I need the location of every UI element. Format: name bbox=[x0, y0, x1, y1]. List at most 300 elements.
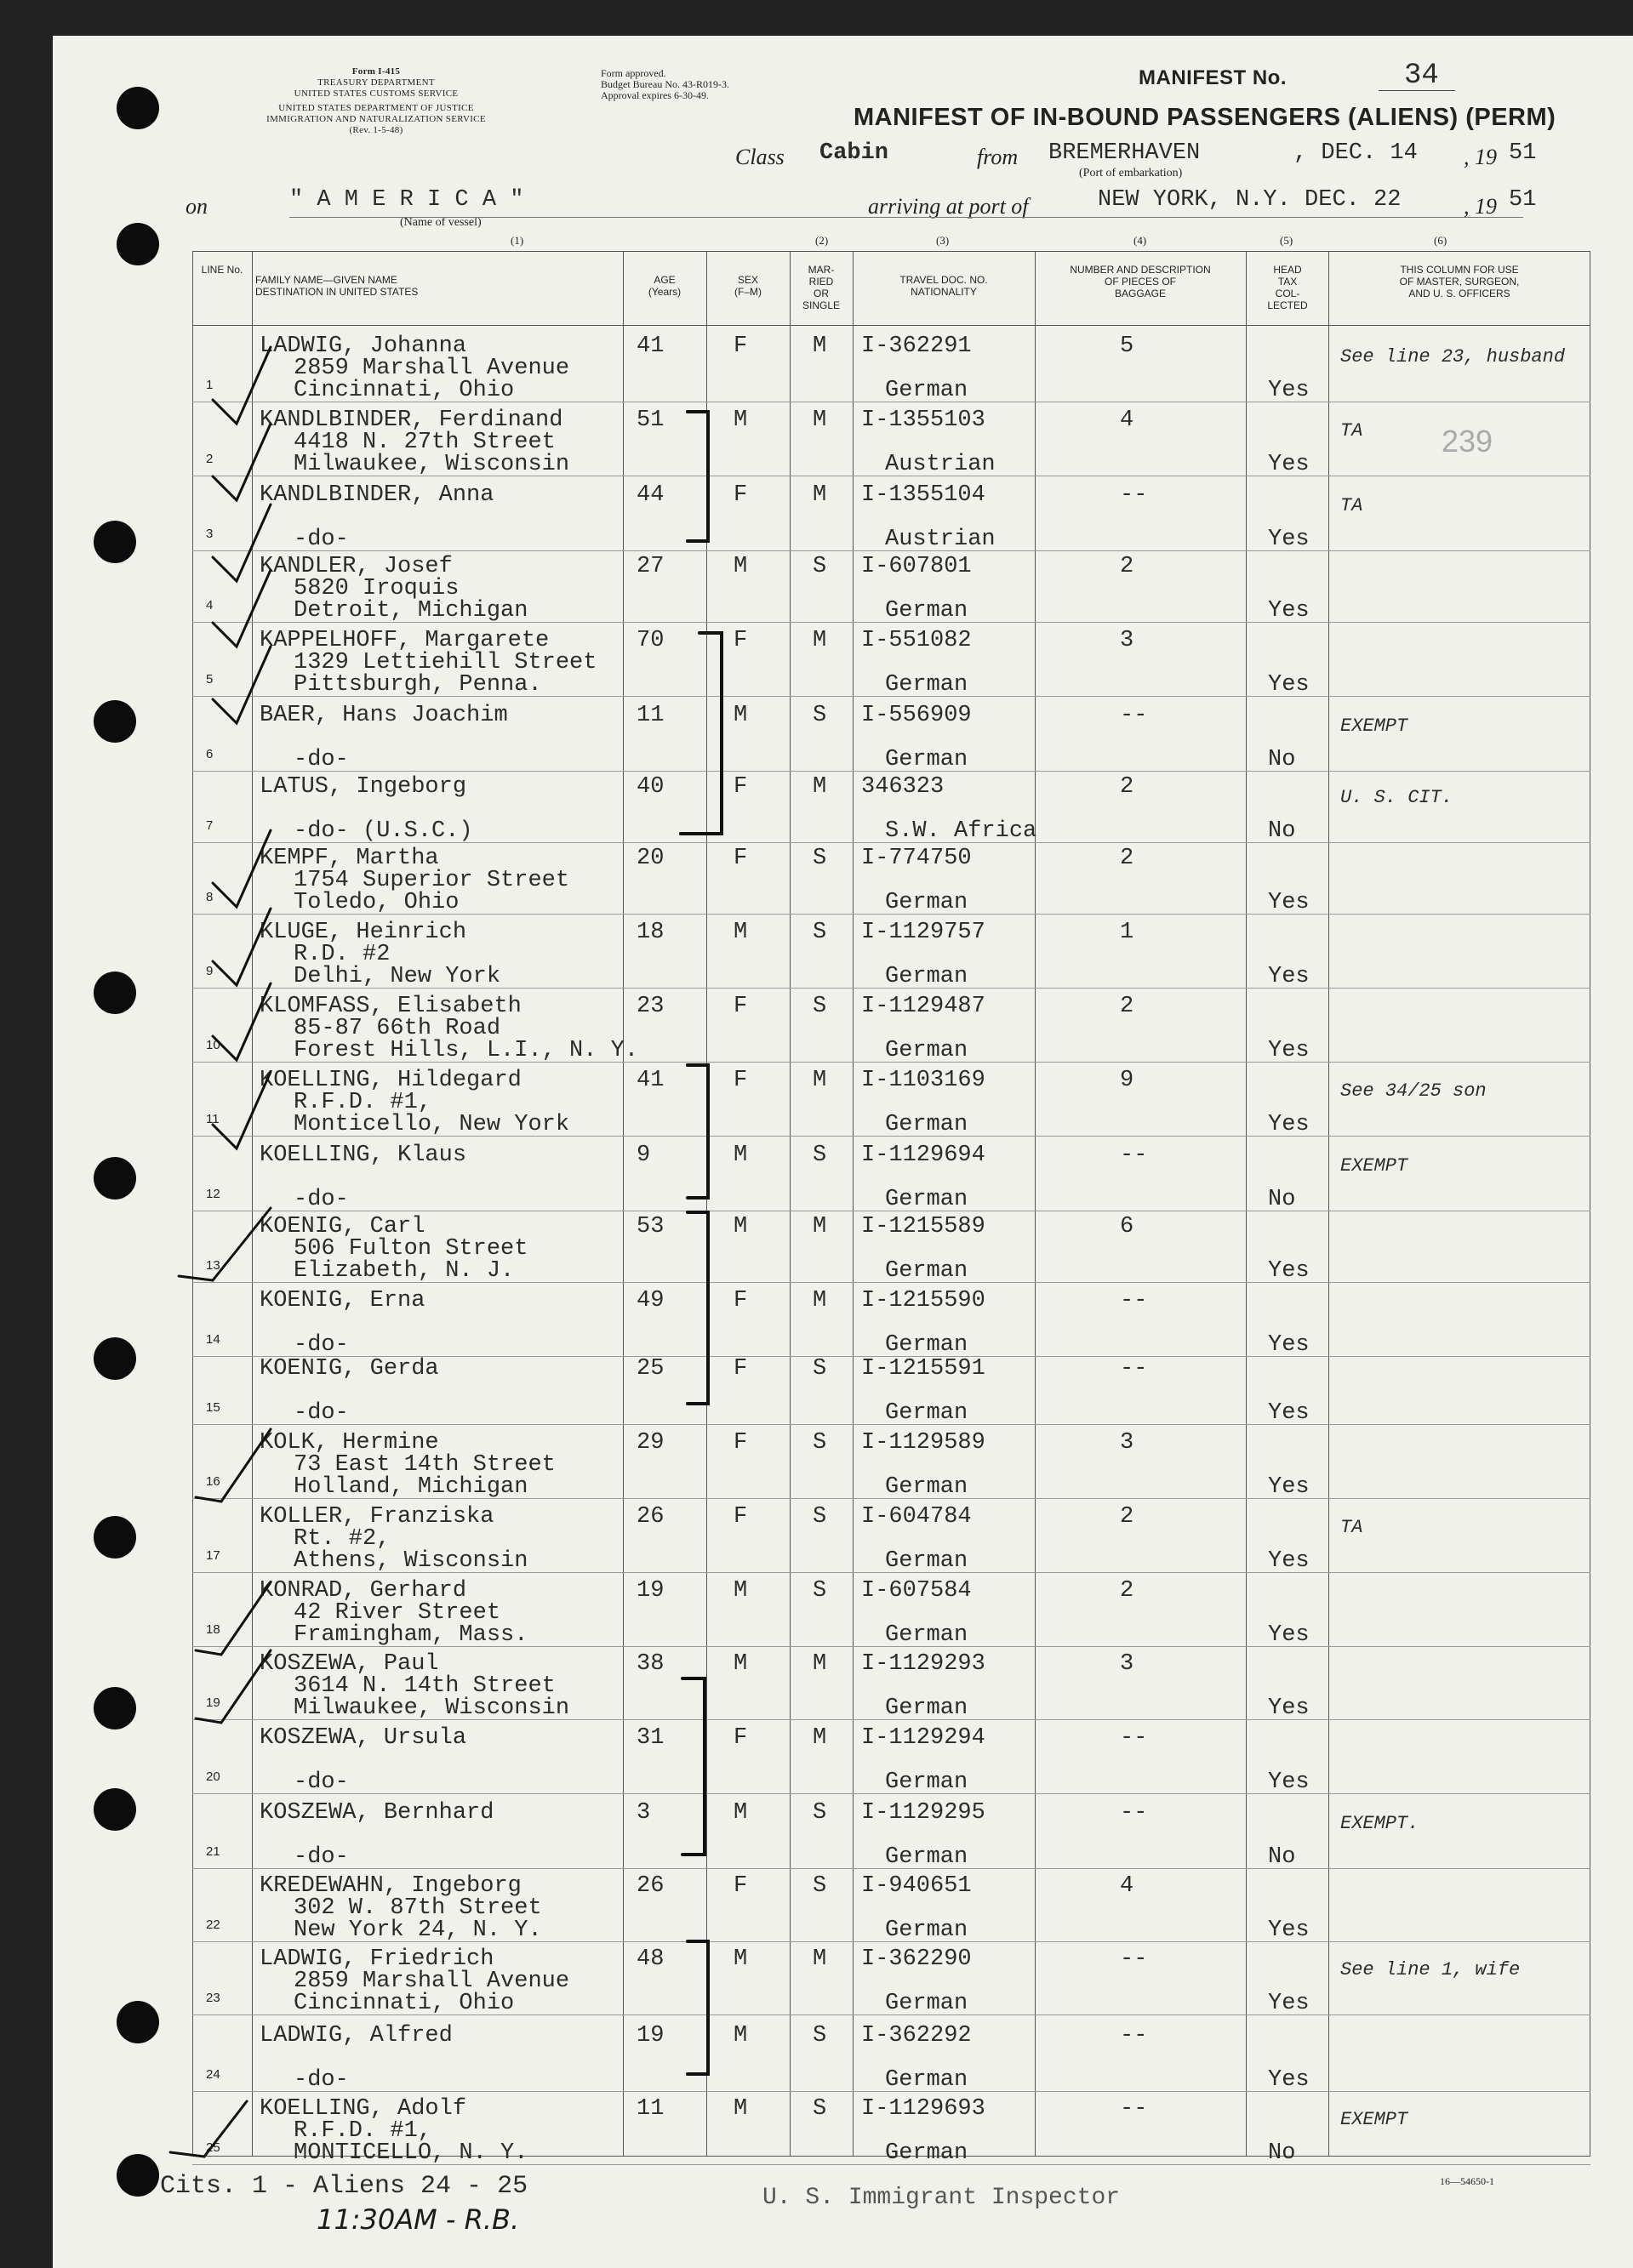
baggage-cell: 2 bbox=[1120, 1578, 1134, 1604]
approval-line: Form approved. bbox=[601, 67, 666, 79]
age-cell: 11 bbox=[637, 2096, 665, 2122]
col-age-header: AGE (Years) bbox=[648, 274, 682, 298]
agency-block bbox=[189, 66, 563, 136]
baggage-cell: -- bbox=[1120, 1356, 1148, 1382]
travel-doc-cell: I-362290 bbox=[861, 1946, 972, 1972]
travel-doc-cell: I-940651 bbox=[861, 1873, 972, 1899]
marital-status-cell: M bbox=[813, 1651, 827, 1677]
col-tax-header: HEAD TAX COL- LECTED bbox=[1267, 264, 1308, 311]
nationality-cell: German bbox=[885, 1187, 968, 1212]
col-travel-header: TRAVEL DOC. NO. NATIONALITY bbox=[899, 274, 988, 298]
marital-status-cell: M bbox=[813, 482, 827, 508]
nationality-cell: German bbox=[885, 1112, 968, 1137]
nationality-cell: German bbox=[885, 1400, 968, 1426]
officer-note: EXEMPT. bbox=[1340, 1813, 1419, 1834]
form-number: Form I-415 bbox=[351, 66, 401, 77]
marital-status-cell: M bbox=[813, 1725, 827, 1751]
head-tax-cell: Yes bbox=[1268, 452, 1310, 477]
marital-status-cell: S bbox=[813, 1143, 827, 1168]
col-sex-header: SEX (F–M) bbox=[734, 274, 762, 298]
destination-street: 4418 N. 27th Street bbox=[294, 430, 556, 455]
baggage-cell: 6 bbox=[1120, 1214, 1134, 1239]
head-tax-cell: Yes bbox=[1268, 1769, 1310, 1795]
marital-status-cell: M bbox=[813, 1214, 827, 1239]
marital-status-cell: M bbox=[813, 774, 827, 800]
destination-city: New York 24, N. Y. bbox=[294, 1918, 542, 1943]
travel-doc-cell: I-1215591 bbox=[861, 1356, 985, 1382]
head-tax-cell: Yes bbox=[1268, 1548, 1310, 1574]
nationality-cell: German bbox=[885, 598, 968, 624]
table-row bbox=[0, 477, 1633, 551]
travel-doc-cell: I-362291 bbox=[861, 333, 972, 359]
vessel-note: (Name of vessel) bbox=[400, 216, 482, 229]
marital-status-cell: S bbox=[813, 994, 827, 1019]
officer-note: TA bbox=[1340, 1517, 1363, 1538]
form-revision: (Rev. 1-5-48) bbox=[349, 125, 403, 135]
travel-doc-cell: 346323 bbox=[861, 774, 945, 800]
destination-street: 2859 Marshall Avenue bbox=[294, 356, 570, 381]
table-row bbox=[0, 2018, 1633, 2092]
passenger-name: KAPPELHOFF, Margarete bbox=[260, 628, 550, 653]
line-number: 13 bbox=[206, 1258, 220, 1273]
line-number: 22 bbox=[206, 1918, 220, 1932]
destination-city: -do- bbox=[294, 747, 349, 772]
line-number: 24 bbox=[206, 2067, 220, 2082]
sex-cell: F bbox=[734, 846, 748, 871]
line-number: 20 bbox=[206, 1769, 220, 1784]
passenger-name: KOENIG, Erna bbox=[260, 1288, 425, 1314]
marital-status-cell: S bbox=[813, 703, 827, 728]
line-number: 2 bbox=[206, 452, 214, 466]
marital-status-cell: M bbox=[813, 407, 827, 433]
nationality-cell: German bbox=[885, 378, 968, 403]
table-row bbox=[0, 915, 1633, 989]
table-row bbox=[0, 1646, 1633, 1720]
table-row bbox=[0, 1795, 1633, 1869]
marital-status-cell: S bbox=[813, 1356, 827, 1382]
table-row bbox=[0, 623, 1633, 697]
baggage-cell: -- bbox=[1120, 1288, 1148, 1314]
travel-doc-cell: I-1129293 bbox=[861, 1651, 985, 1677]
line-number: 7 bbox=[206, 818, 214, 833]
manifest-title: MANIFEST OF IN-BOUND PASSENGERS (ALIENS) (PERM) bbox=[854, 104, 1556, 131]
nationality-cell: German bbox=[885, 672, 968, 698]
row-rule bbox=[192, 2014, 1590, 2015]
manifest-number: 34 bbox=[1404, 60, 1439, 92]
nationality-cell: German bbox=[885, 1695, 968, 1721]
sex-cell: F bbox=[734, 1356, 748, 1382]
officer-note: EXEMPT bbox=[1340, 1155, 1408, 1177]
year-prefix: , 19 bbox=[1464, 194, 1497, 219]
destination-street: Rt. #2, bbox=[294, 1526, 391, 1552]
sex-cell: M bbox=[734, 1578, 748, 1604]
sex-cell: M bbox=[734, 1143, 748, 1168]
arrival-year: 51 bbox=[1509, 187, 1537, 213]
sex-cell: F bbox=[734, 628, 748, 653]
baggage-cell: -- bbox=[1120, 1725, 1148, 1751]
approval-line: Approval expires 6-30-49. bbox=[601, 89, 709, 101]
marital-status-cell: S bbox=[813, 2096, 827, 2122]
age-cell: 19 bbox=[637, 2023, 665, 2049]
passenger-name: LATUS, Ingeborg bbox=[260, 774, 467, 800]
justice-dept: UNITED STATES DEPARTMENT OF JUSTICE bbox=[278, 103, 474, 113]
destination-city: Milwaukee, Wisconsin bbox=[294, 1695, 570, 1721]
baggage-cell: -- bbox=[1120, 1946, 1148, 1972]
marital-status-cell: S bbox=[813, 1430, 827, 1456]
line-number: 16 bbox=[206, 1474, 220, 1489]
line-number: 6 bbox=[206, 747, 214, 761]
officer-note: See line 1, wife bbox=[1340, 1959, 1521, 1980]
travel-doc-cell: I-1129294 bbox=[861, 1725, 985, 1751]
head-tax-cell: Yes bbox=[1268, 1332, 1310, 1358]
travel-doc-cell: I-1129295 bbox=[861, 1800, 985, 1826]
officer-note: See 34/25 son bbox=[1340, 1080, 1487, 1102]
baggage-cell: 1 bbox=[1120, 920, 1134, 945]
destination-city: Milwaukee, Wisconsin bbox=[294, 452, 570, 477]
marital-status-cell: S bbox=[813, 920, 827, 945]
baggage-cell: 3 bbox=[1120, 628, 1134, 653]
destination-city: Holland, Michigan bbox=[294, 1474, 528, 1500]
head-tax-cell: Yes bbox=[1268, 672, 1310, 698]
line-number: 15 bbox=[206, 1400, 220, 1415]
destination-city: Athens, Wisconsin bbox=[294, 1548, 528, 1574]
destination-street: 1754 Superior Street bbox=[294, 868, 570, 893]
destination-city: -do- bbox=[294, 1769, 349, 1795]
manifest-no-rule bbox=[1379, 90, 1455, 91]
age-cell: 53 bbox=[637, 1214, 665, 1239]
table-row bbox=[0, 769, 1633, 843]
header-rule bbox=[289, 217, 1523, 218]
col-line-header: LINE No. bbox=[201, 264, 243, 276]
passenger-name: KREDEWAHN, Ingeborg bbox=[260, 1873, 522, 1899]
nationality-cell: German bbox=[885, 1038, 968, 1063]
form-code: 16—54650-1 bbox=[1440, 2175, 1494, 2187]
sex-cell: M bbox=[734, 554, 748, 579]
travel-doc-cell: I-1103169 bbox=[861, 1068, 985, 1093]
line-number: 25 bbox=[206, 2140, 220, 2155]
age-cell: 18 bbox=[637, 920, 665, 945]
head-tax-cell: Yes bbox=[1268, 527, 1310, 552]
line-number: 18 bbox=[206, 1622, 220, 1637]
passenger-name: KANDLBINDER, Ferdinand bbox=[260, 407, 563, 433]
head-tax-cell: No bbox=[1268, 1187, 1296, 1212]
line-number: 10 bbox=[206, 1038, 220, 1052]
baggage-cell: 2 bbox=[1120, 554, 1134, 579]
marital-status-cell: M bbox=[813, 628, 827, 653]
nationality-cell: German bbox=[885, 2067, 968, 2093]
head-tax-cell: Yes bbox=[1268, 1112, 1310, 1137]
line-number: 11 bbox=[206, 1112, 220, 1126]
table-row bbox=[0, 698, 1633, 772]
destination-city: -do- bbox=[294, 1187, 349, 1212]
column-number: (2) bbox=[815, 234, 829, 247]
travel-doc-cell: I-1129694 bbox=[861, 1143, 985, 1168]
age-cell: 19 bbox=[637, 1578, 665, 1604]
destination-city: Delhi, New York bbox=[294, 964, 501, 989]
nationality-cell: German bbox=[885, 747, 968, 772]
head-tax-cell: Yes bbox=[1268, 1991, 1310, 2016]
head-tax-cell: Yes bbox=[1268, 598, 1310, 624]
travel-doc-cell: I-607584 bbox=[861, 1578, 972, 1604]
passenger-name: LADWIG, Alfred bbox=[260, 2023, 453, 2049]
col-married-header: MAR- RIED OR SINGLE bbox=[802, 264, 840, 311]
table-row bbox=[0, 1941, 1633, 2015]
table-row bbox=[0, 1868, 1633, 1942]
treasury-dept: TREASURY DEPARTMENT bbox=[317, 77, 435, 88]
col-name-header: FAMILY NAME—GIVEN NAME DESTINATION IN UNITED STATES bbox=[255, 274, 419, 298]
destination-street: 302 W. 87th Street bbox=[294, 1895, 542, 1921]
sex-cell: F bbox=[734, 1068, 748, 1093]
table-row bbox=[0, 1499, 1633, 1573]
baggage-cell: 2 bbox=[1120, 846, 1134, 871]
age-cell: 44 bbox=[637, 482, 665, 508]
col-officers-header: THIS COLUMN FOR USE OF MASTER, SURGEON, AND U. S. OFFICERS bbox=[1399, 264, 1520, 299]
baggage-cell: -- bbox=[1120, 1143, 1148, 1168]
age-cell: 27 bbox=[637, 554, 665, 579]
head-tax-cell: Yes bbox=[1268, 378, 1310, 403]
travel-doc-cell: I-551082 bbox=[861, 628, 972, 653]
nationality-cell: German bbox=[885, 1548, 968, 1574]
table-row bbox=[0, 1137, 1633, 1211]
passenger-name: LADWIG, Johanna bbox=[260, 333, 467, 359]
baggage-cell: -- bbox=[1120, 703, 1148, 728]
passenger-name: KOENIG, Carl bbox=[260, 1214, 425, 1239]
table-row bbox=[0, 1209, 1633, 1283]
table-row bbox=[0, 989, 1633, 1063]
officer-note: EXEMPT bbox=[1340, 715, 1408, 737]
nationality-cell: Austrian bbox=[885, 452, 996, 477]
line-number: 5 bbox=[206, 672, 214, 687]
travel-doc-cell: I-774750 bbox=[861, 846, 972, 871]
destination-city: Cincinnati, Ohio bbox=[294, 1991, 515, 2016]
age-cell: 25 bbox=[637, 1356, 665, 1382]
marital-status-cell: S bbox=[813, 1873, 827, 1899]
table-row bbox=[0, 1720, 1633, 1794]
marital-status-cell: M bbox=[813, 1068, 827, 1093]
embarkation-note: (Port of embarkation) bbox=[1079, 167, 1183, 180]
baggage-cell: 4 bbox=[1120, 1873, 1134, 1899]
baggage-cell: 3 bbox=[1120, 1651, 1134, 1677]
line-number: 19 bbox=[206, 1695, 220, 1710]
destination-city: Detroit, Michigan bbox=[294, 598, 528, 624]
table-row bbox=[0, 2091, 1633, 2165]
line-number: 8 bbox=[206, 890, 214, 904]
column-number: (4) bbox=[1133, 234, 1147, 247]
nationality-cell: German bbox=[885, 1332, 968, 1358]
destination-street: 5820 Iroquis bbox=[294, 576, 460, 601]
sex-cell: M bbox=[734, 1214, 748, 1239]
sex-cell: M bbox=[734, 2096, 748, 2122]
passenger-name: KOSZEWA, Ursula bbox=[260, 1725, 467, 1751]
age-cell: 26 bbox=[637, 1504, 665, 1530]
head-tax-cell: Yes bbox=[1268, 890, 1310, 915]
column-number: (3) bbox=[936, 234, 950, 247]
table-row bbox=[0, 1063, 1633, 1137]
baggage-cell: -- bbox=[1120, 482, 1148, 508]
travel-doc-cell: I-604784 bbox=[861, 1504, 972, 1530]
age-cell: 20 bbox=[637, 846, 665, 871]
port-of-embarkation: BREMERHAVEN bbox=[1048, 140, 1201, 166]
manifest-no-label: MANIFEST No. bbox=[1139, 66, 1287, 89]
age-cell: 48 bbox=[637, 1946, 665, 1972]
marital-status-cell: M bbox=[813, 1288, 827, 1314]
approval-line: Budget Bureau No. 43-R019-3. bbox=[601, 78, 729, 90]
column-number: (5) bbox=[1280, 234, 1293, 247]
officer-note: U. S. CIT. bbox=[1340, 787, 1453, 808]
passenger-name: KOSZEWA, Bernhard bbox=[260, 1800, 494, 1826]
head-tax-cell: No bbox=[1268, 1844, 1296, 1870]
age-cell: 26 bbox=[637, 1873, 665, 1899]
destination-street: 73 East 14th Street bbox=[294, 1452, 556, 1478]
vessel-name: " A M E R I C A " bbox=[289, 187, 524, 213]
travel-doc-cell: I-1215589 bbox=[861, 1214, 985, 1239]
nationality-cell: German bbox=[885, 1769, 968, 1795]
age-cell: 3 bbox=[637, 1800, 651, 1826]
sex-cell: M bbox=[734, 920, 748, 945]
sex-cell: M bbox=[734, 703, 748, 728]
travel-doc-cell: I-1355104 bbox=[861, 482, 985, 508]
port-of-arrival: NEW YORK, N.Y. DEC. 22 bbox=[1098, 187, 1402, 213]
sex-cell: F bbox=[734, 1725, 748, 1751]
nationality-cell: German bbox=[885, 1474, 968, 1500]
stamp-number: 239 bbox=[1442, 424, 1493, 459]
destination-city: MONTICELLO, N. Y. bbox=[294, 2140, 528, 2166]
baggage-cell: 9 bbox=[1120, 1068, 1134, 1093]
passenger-name: KANDLBINDER, Anna bbox=[260, 482, 494, 508]
baggage-cell: -- bbox=[1120, 2023, 1148, 2049]
baggage-cell: 3 bbox=[1120, 1430, 1134, 1456]
destination-city: -do- bbox=[294, 2067, 349, 2093]
table-row bbox=[0, 1351, 1633, 1425]
from-label: from bbox=[977, 145, 1019, 169]
destination-street: R.F.D. #1, bbox=[294, 2118, 432, 2144]
head-tax-cell: Yes bbox=[1268, 1918, 1310, 1943]
row-rule bbox=[192, 1793, 1590, 1794]
travel-doc-cell: I-556909 bbox=[861, 703, 972, 728]
sex-cell: F bbox=[734, 1430, 748, 1456]
travel-doc-cell: I-607801 bbox=[861, 554, 972, 579]
marital-status-cell: S bbox=[813, 2023, 827, 2049]
travel-doc-cell: I-362292 bbox=[861, 2023, 972, 2049]
sex-cell: F bbox=[734, 774, 748, 800]
marital-status-cell: M bbox=[813, 1946, 827, 1972]
nationality-cell: German bbox=[885, 2140, 968, 2166]
destination-city: Elizabeth, N. J. bbox=[294, 1258, 515, 1284]
age-cell: 9 bbox=[637, 1143, 651, 1168]
departure-date: , DEC. 14 bbox=[1293, 140, 1418, 166]
sex-cell: F bbox=[734, 994, 748, 1019]
line-number: 14 bbox=[206, 1332, 220, 1347]
nationality-cell: German bbox=[885, 890, 968, 915]
table-row bbox=[0, 841, 1633, 915]
sex-cell: F bbox=[734, 1873, 748, 1899]
destination-city: -do- bbox=[294, 527, 349, 552]
travel-doc-cell: I-1355103 bbox=[861, 407, 985, 433]
marital-status-cell: S bbox=[813, 1800, 827, 1826]
destination-city: Forest Hills, L.I., N. Y. bbox=[294, 1038, 639, 1063]
baggage-cell: -- bbox=[1120, 2096, 1148, 2122]
header-bottom-rule bbox=[192, 325, 1590, 326]
row-rule bbox=[192, 696, 1590, 697]
passenger-name: KOLLER, Franziska bbox=[260, 1504, 494, 1530]
column-number: (1) bbox=[511, 234, 524, 247]
age-cell: 70 bbox=[637, 628, 665, 653]
baggage-cell: 2 bbox=[1120, 774, 1134, 800]
head-tax-cell: Yes bbox=[1268, 1038, 1310, 1063]
marital-status-cell: S bbox=[813, 1504, 827, 1530]
destination-street: 42 River Street bbox=[294, 1600, 501, 1626]
baggage-cell: 2 bbox=[1120, 1504, 1134, 1530]
head-tax-cell: Yes bbox=[1268, 964, 1310, 989]
destination-city: Monticello, New York bbox=[294, 1112, 570, 1137]
age-cell: 11 bbox=[637, 703, 665, 728]
class-value: Cabin bbox=[819, 140, 889, 166]
row-rule bbox=[192, 1136, 1590, 1137]
line-number: 12 bbox=[206, 1187, 220, 1201]
nationality-cell: German bbox=[885, 964, 968, 989]
destination-street: 3614 N. 14th Street bbox=[294, 1673, 556, 1699]
passenger-name: KOELLING, Adolf bbox=[260, 2096, 467, 2122]
passenger-name: BAER, Hans Joachim bbox=[260, 703, 508, 728]
head-tax-cell: Yes bbox=[1268, 1474, 1310, 1500]
destination-city: -do- bbox=[294, 1332, 349, 1358]
col-baggage-header: NUMBER AND DESCRIPTION OF PIECES OF BAGGAGE bbox=[1070, 264, 1211, 299]
binder-hole bbox=[117, 87, 159, 129]
binder-hole bbox=[117, 223, 159, 265]
marital-status-cell: M bbox=[813, 333, 827, 359]
baggage-cell: 5 bbox=[1120, 333, 1134, 359]
passenger-name: KANDLER, Josef bbox=[260, 554, 453, 579]
age-cell: 49 bbox=[637, 1288, 665, 1314]
nationality-cell: German bbox=[885, 1622, 968, 1648]
passenger-name: KOELLING, Hildegard bbox=[260, 1068, 522, 1093]
destination-street: R.D. #2 bbox=[294, 942, 391, 967]
on-label: on bbox=[186, 194, 208, 219]
line-number: 23 bbox=[206, 1991, 220, 2005]
officer-note: EXEMPT bbox=[1340, 2109, 1408, 2130]
line-number: 9 bbox=[206, 964, 214, 978]
marital-status-cell: S bbox=[813, 554, 827, 579]
passenger-name: KOELLING, Klaus bbox=[260, 1143, 467, 1168]
officer-note: See line 23, husband bbox=[1340, 346, 1566, 368]
table-row bbox=[0, 549, 1633, 623]
passenger-name: KOSZEWA, Paul bbox=[260, 1651, 439, 1677]
baggage-cell: 2 bbox=[1120, 994, 1134, 1019]
destination-street: 2859 Marshall Avenue bbox=[294, 1969, 570, 1994]
baggage-cell: 4 bbox=[1120, 407, 1134, 433]
passenger-name: KOLK, Hermine bbox=[260, 1430, 439, 1456]
sex-cell: F bbox=[734, 482, 748, 508]
passenger-name: KOENIG, Gerda bbox=[260, 1356, 439, 1382]
head-tax-cell: Yes bbox=[1268, 1400, 1310, 1426]
line-number: 1 bbox=[206, 378, 214, 392]
passenger-name: KLOMFASS, Elisabeth bbox=[260, 994, 522, 1019]
approval-block bbox=[601, 68, 729, 101]
totals-line: Cits. 1 - Aliens 24 - 25 bbox=[160, 2172, 528, 2201]
age-cell: 41 bbox=[637, 333, 665, 359]
sex-cell: F bbox=[734, 1288, 748, 1314]
sex-cell: M bbox=[734, 1651, 748, 1677]
passenger-name: KONRAD, Gerhard bbox=[260, 1578, 467, 1604]
age-cell: 51 bbox=[637, 407, 665, 433]
row-rule bbox=[192, 2164, 1590, 2165]
passenger-name: LADWIG, Friedrich bbox=[260, 1946, 494, 1972]
line-number: 17 bbox=[206, 1548, 220, 1563]
line-number: 21 bbox=[206, 1844, 220, 1859]
travel-doc-cell: I-1215590 bbox=[861, 1288, 985, 1314]
year-prefix: , 19 bbox=[1464, 145, 1497, 169]
destination-city: -do- bbox=[294, 1400, 349, 1426]
